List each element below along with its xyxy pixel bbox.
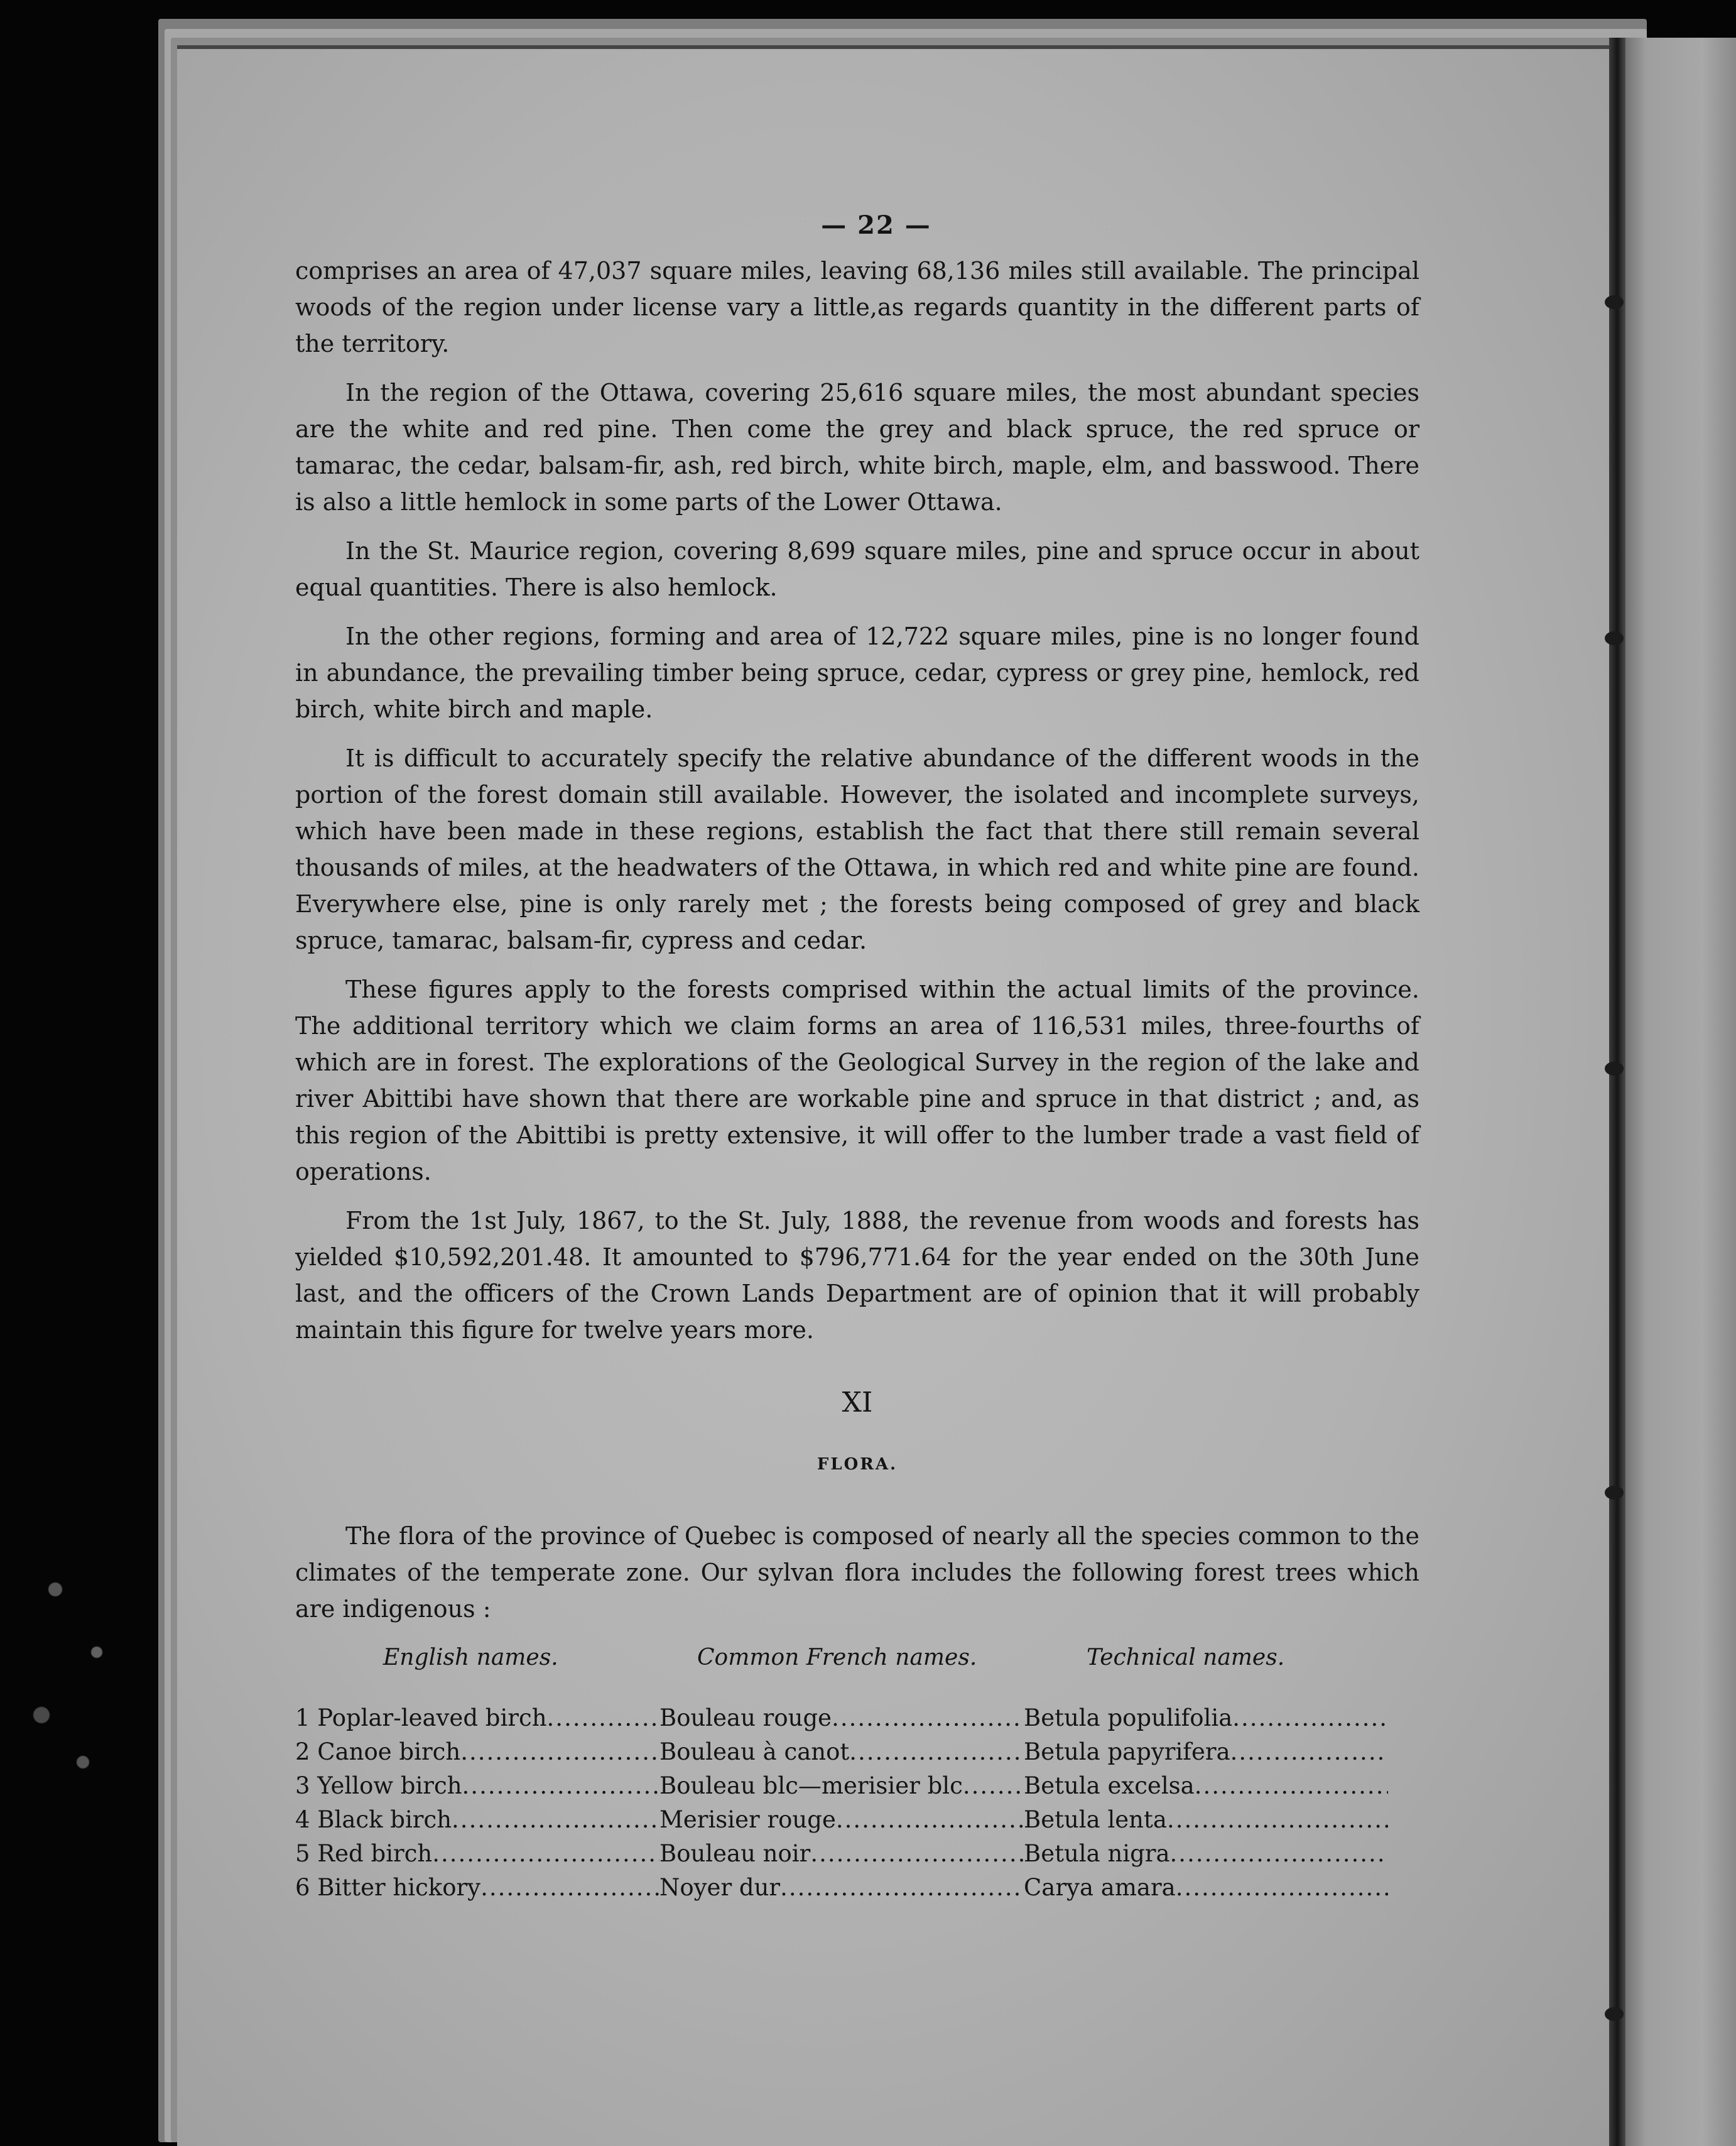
scan-artifact <box>0 1495 138 1809</box>
binding-gutter <box>1609 38 1625 2146</box>
table-row <box>295 1803 1419 1837</box>
french-name: Noyer dur <box>659 1874 781 1901</box>
binding-stitch <box>1605 295 1624 309</box>
technical-name: Betula lenta <box>1024 1806 1167 1833</box>
table-row <box>295 1871 1419 1905</box>
facing-page <box>1624 38 1736 2146</box>
table-header <box>295 1640 1419 1676</box>
page-text <box>295 207 1419 1905</box>
french-name: Bouleau noir <box>659 1840 811 1867</box>
paragraph: It is difficult to accurately specify the relative abundance of the different woods in the portion of the forest domain still available. However, the isolated and incomplete surveys, which have been made in these regions, establish the fact that there still remain several thousands of miles, at the headwaters of the Ottawa, in which red and white pine are found. Everywhere else, pine is only rarely met ; the forests being composed of grey and black spruce, tamarac, balsam-fir, cypress and cedar. <box>295 744 1419 954</box>
english-name: 6 Bitter hickory <box>295 1874 481 1901</box>
paragraph: comprises an area of 47,037 square miles, leaving 68,136 miles still available. The principal woods of the region under license vary a little,as regards quantity in the different parts of the territory. <box>295 257 1419 357</box>
binding-stitch <box>1605 631 1624 645</box>
header-technical: Technical names. <box>1087 1645 1285 1670</box>
technical-name: Betula excelsa <box>1024 1772 1195 1799</box>
table-row <box>295 1701 1419 1735</box>
paragraph: From the 1st July, 1867, to the St. July, 1888, the revenue from woods and forests has yielded $10,592,201.48. It amounted to $796,771.64 for the year ended on the 30th June last, and the officers of the Crown Lands Department are of opinion that it will probably maintain this figure for twelve years more. <box>295 1207 1419 1344</box>
english-name: 3 Yellow birch <box>295 1772 462 1799</box>
binding-stitch <box>1605 1062 1624 1076</box>
technical-name: Betula papyrifera <box>1024 1738 1230 1765</box>
binding-stitch <box>1605 1486 1624 1500</box>
binding-stitch <box>1605 2007 1624 2021</box>
header-french: Common French names. <box>697 1645 977 1670</box>
english-name: 1 Poplar-leaved birch <box>295 1704 547 1731</box>
section-intro: The flora of the province of Quebec is composed of nearly all the species common to the climates of the temperate zone. Our sylvan flora includes the following forest trees which are indigenous : <box>295 1522 1419 1623</box>
english-name: 4 Black birch <box>295 1806 452 1833</box>
english-name: 2 Canoe birch <box>295 1738 461 1765</box>
table-row <box>295 1769 1419 1803</box>
technical-name: Carya amara <box>1024 1874 1176 1901</box>
paragraph: In the region of the Ottawa, covering 25,616 square miles, the most abundant species are the white and red pine. Then come the grey and black spruce, the red spruce or tamarac, the cedar, balsam-fir, ash, red birch, white birch, maple, elm, and basswood. There is also a little hemlock in some parts of the Lower Ottawa. <box>295 379 1419 516</box>
french-name: Bouleau rouge <box>659 1704 832 1731</box>
page-number: — 22 — <box>821 210 931 240</box>
header-english: English names. <box>383 1645 558 1670</box>
table-row <box>295 1735 1419 1769</box>
section-title: FLORA. <box>816 1455 898 1474</box>
french-name: Bouleau à canot <box>659 1738 850 1765</box>
table-row <box>295 1837 1419 1871</box>
paragraph: In the St. Maurice region, covering 8,699 square miles, pine and spruce occur in about equal quantities. There is also hemlock. <box>295 537 1419 601</box>
paragraph: In the other regions, forming and area of 12,722 square miles, pine is no longer found in abundance, the prevailing timber being spruce, cedar, cypress or grey pine, hemlock, red birch, white birch and maple. <box>295 623 1419 723</box>
paragraph: These figures apply to the forests comprised within the actual limits of the province. The additional territory which we claim forms an area of 116,531 miles, three-fourths of which are in forest. The explorations of the Geological Survey in the region of the lake and river Abittibi have shown that there are workable pine and spruce in that district ; and, as this region of the Abittibi is pretty extensive, it will offer to the lumber trade a vast field of operations. <box>295 976 1419 1185</box>
english-name: 5 Red birch <box>295 1840 433 1867</box>
species-table <box>295 1640 1419 1905</box>
french-name: Bouleau blc—merisier blc <box>659 1772 963 1799</box>
section-number: XI <box>842 1386 873 1419</box>
french-name: Merisier rouge <box>659 1806 836 1833</box>
technical-name: Betula populifolia <box>1024 1704 1233 1731</box>
technical-name: Betula nigra <box>1024 1840 1170 1867</box>
